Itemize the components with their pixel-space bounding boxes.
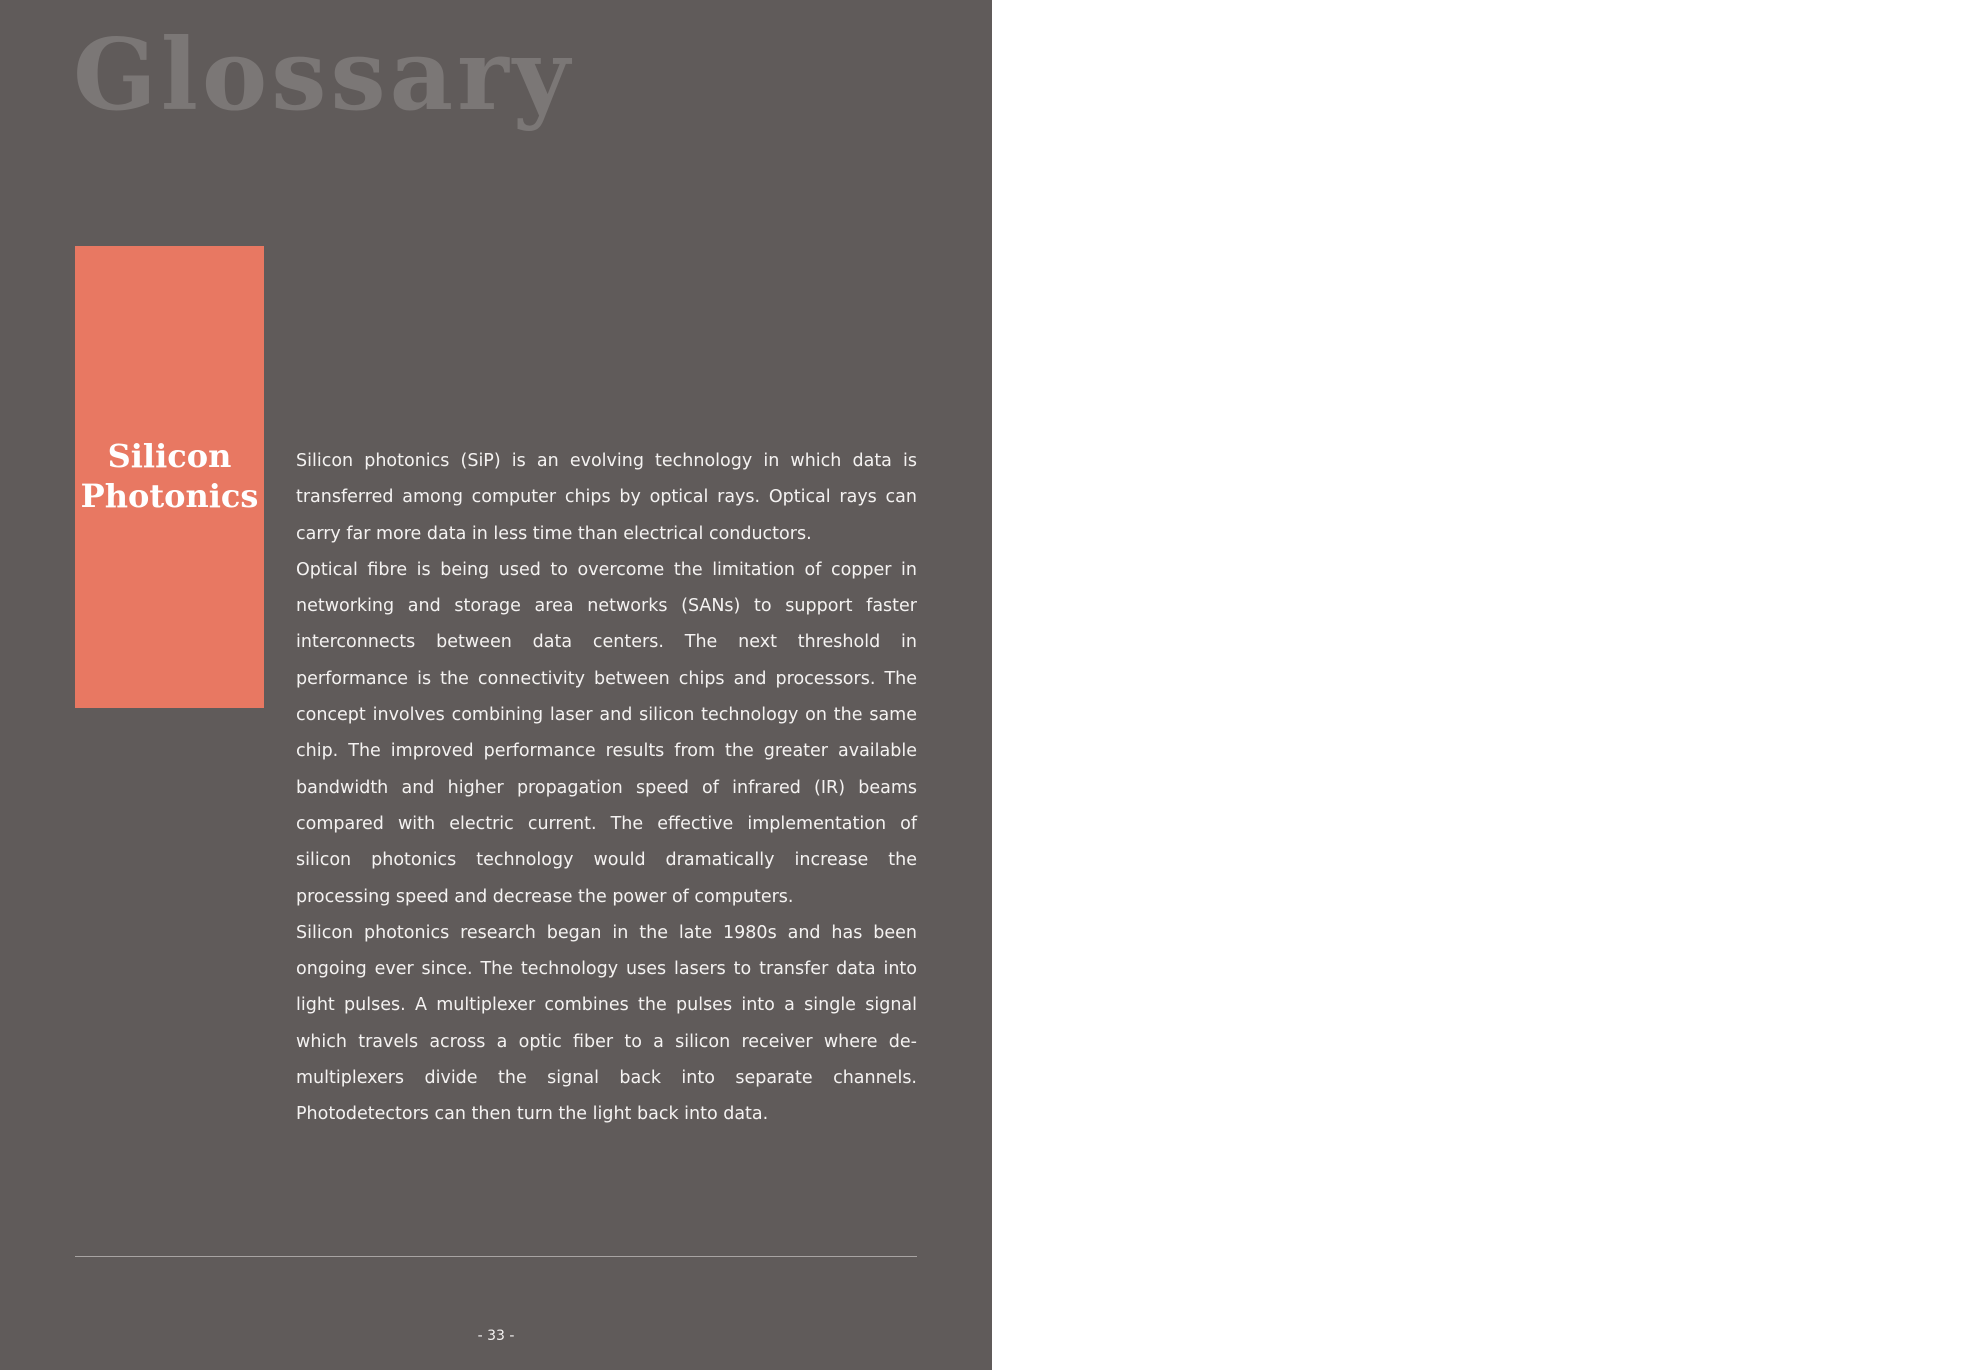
definition-paragraph: Optical fibre is being used to overcome the limitation of copper in networking and storage area networks (SANs) to support faster interconnects between data centers. The next threshold in performance is the connectivity between chips and processors. The concept involves combining laser and silicon technology on the same chip. The improved performance results from the greater available bandwidth and higher propagation speed of infrared (IR) beams compared with electric current. The effective implementation of silicon photonics technology would dramatically increase the processing speed and decrease the power of computers. [296,559,917,907]
definition-paragraph: Silicon photonics (SiP) is an evolving technology in which data is transferred among computer chips by optical rays. Optical rays can carry far more data in less time than electrical conductors. [296,451,917,544]
footer-divider [75,1256,917,1257]
glossary-term [75,436,264,516]
page-number: - 33 - [477,1328,515,1344]
glossary-definition [296,443,917,1133]
glossary-term-line-1: Silicon [107,437,232,475]
glossary-term-line-2: Photonics [80,477,259,515]
page-heading: Glossary [73,18,574,133]
definition-paragraph: Silicon photonics research began in the late 1980s and has been ongoing ever since. The technology uses lasers to transfer data into light pulses. A multiplexer combines the pulses into a single signal which travels across a optic fiber to a silicon receiver where de-multiplexers divide the signal back into separate channels. Photodetectors can then turn the light back into data. [296,922,917,1125]
